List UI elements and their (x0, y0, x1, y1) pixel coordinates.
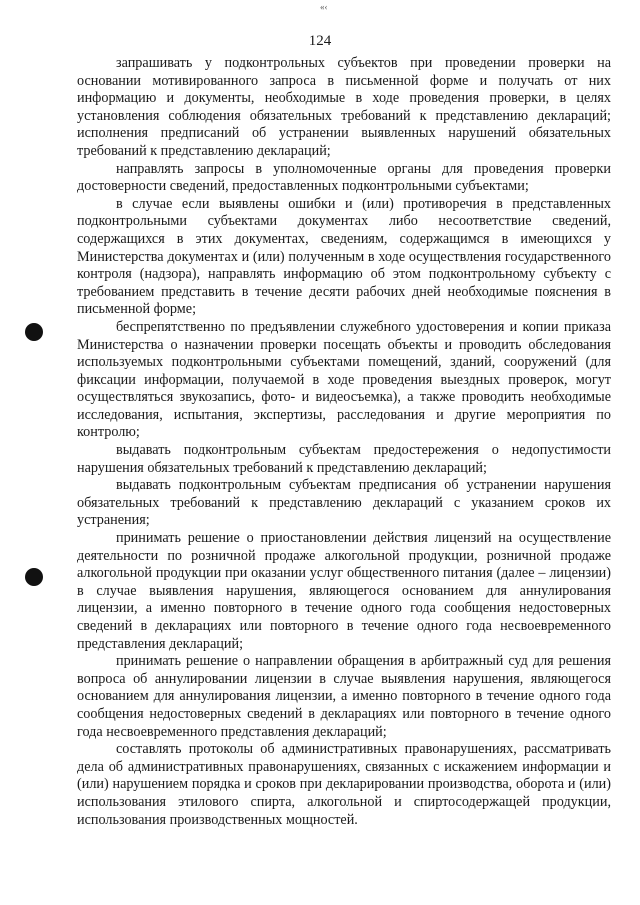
paragraph-errors-contradictions: в случае если выявлены ошибки и (или) противоречия в представленных подконтрольными субъектами документах либо несоответствие сведений, содержащихся в этих документах, сведениям, содержащимся в имеющихся у Министерства документах и (или) полученным в ходе осуществления государственного контроля (надзора), направлять информацию об этом подконтрольному субъекту с требованием представить в течение десяти рабочих дней необходимые пояснения в письменной форме; (77, 195, 611, 318)
punch-hole-bottom (25, 568, 43, 586)
paragraph-visit-objects: беспрепятственно по предъявлении служебного удостоверения и копии приказа Министерства о назначении проверки посещать объекты и проводить обследования используемых подконтрольными субъектами помещений, зданий, сооружений (для фиксации информации, получаемой в ходе проведения выездных проверок, могут осуществляться звукозапись, фото- и видеосъемка), а также проводить необходимые исследования, испытания, экспертизы, расследования и другие мероприятия по контролю; (77, 318, 611, 441)
paragraph-send-queries: направлять запросы в уполномоченные органы для проведения проверки достоверности сведений, предоставленных подконтрольными субъектами; (77, 160, 611, 195)
paragraph-issue-warnings: выдавать подконтрольным субъектам предостережения о недопустимости нарушения обязательных требований к представлению деклараций; (77, 442, 611, 476)
paragraph-administrative-protocols: составлять протоколы об административных правонарушениях, рассматривать дела об административных правонарушениях, связанных с искажением информации и (или) нарушением порядка и сроков при декларировании производства, оборота и (или) использования этилового спирта, алкогольной и спиртосодержащей продукции, использования производственных мощностей. (77, 741, 611, 828)
page-number: 124 (308, 33, 332, 49)
punch-hole-top (25, 323, 43, 341)
scan-mark: «‹ (320, 2, 328, 12)
document-body (77, 55, 611, 829)
paragraph-arbitration-court: принимать решение о направлении обращения в арбитражный суд для решения вопроса об аннулировании лицензии в случае выявления нарушения, являющегося основанием для аннулирования лицензии, а именно повторного в течение одного года сообщения недостоверных сведений в декларациях или повторного в течение одного года несвоевременного представления деклараций; (77, 653, 611, 740)
paragraph-request-information: запрашивать у подконтрольных субъектов при проведении проверки на основании мотивированного запроса в письменной форме и получать от них информацию и документы, необходимые в ходе проведения проверки, в целях установления соблюдения обязательных требований к представлению деклараций; исполнения предписаний об устранении выявленных нарушений обязательных требований к представлению деклараций; (77, 55, 611, 159)
paragraph-issue-orders: выдавать подконтрольным субъектам предписания об устранении нарушения обязательных требований к представлению деклараций с указанием сроков их устранения; (77, 477, 611, 529)
paragraph-suspend-licenses: принимать решение о приостановлении действия лицензий на осуществление деятельности по розничной продаже алкогольной продукции, розничной продаже алкогольной продукции при оказании услуг общественного питания (далее – лицензии) в случае выявления нарушения, являющегося основанием для аннулирования лицензии, а именно повторного в течение одного года сообщения недостоверных сведений в декларациях или повторного в течение одного года несвоевременного представления деклараций; (77, 530, 611, 652)
